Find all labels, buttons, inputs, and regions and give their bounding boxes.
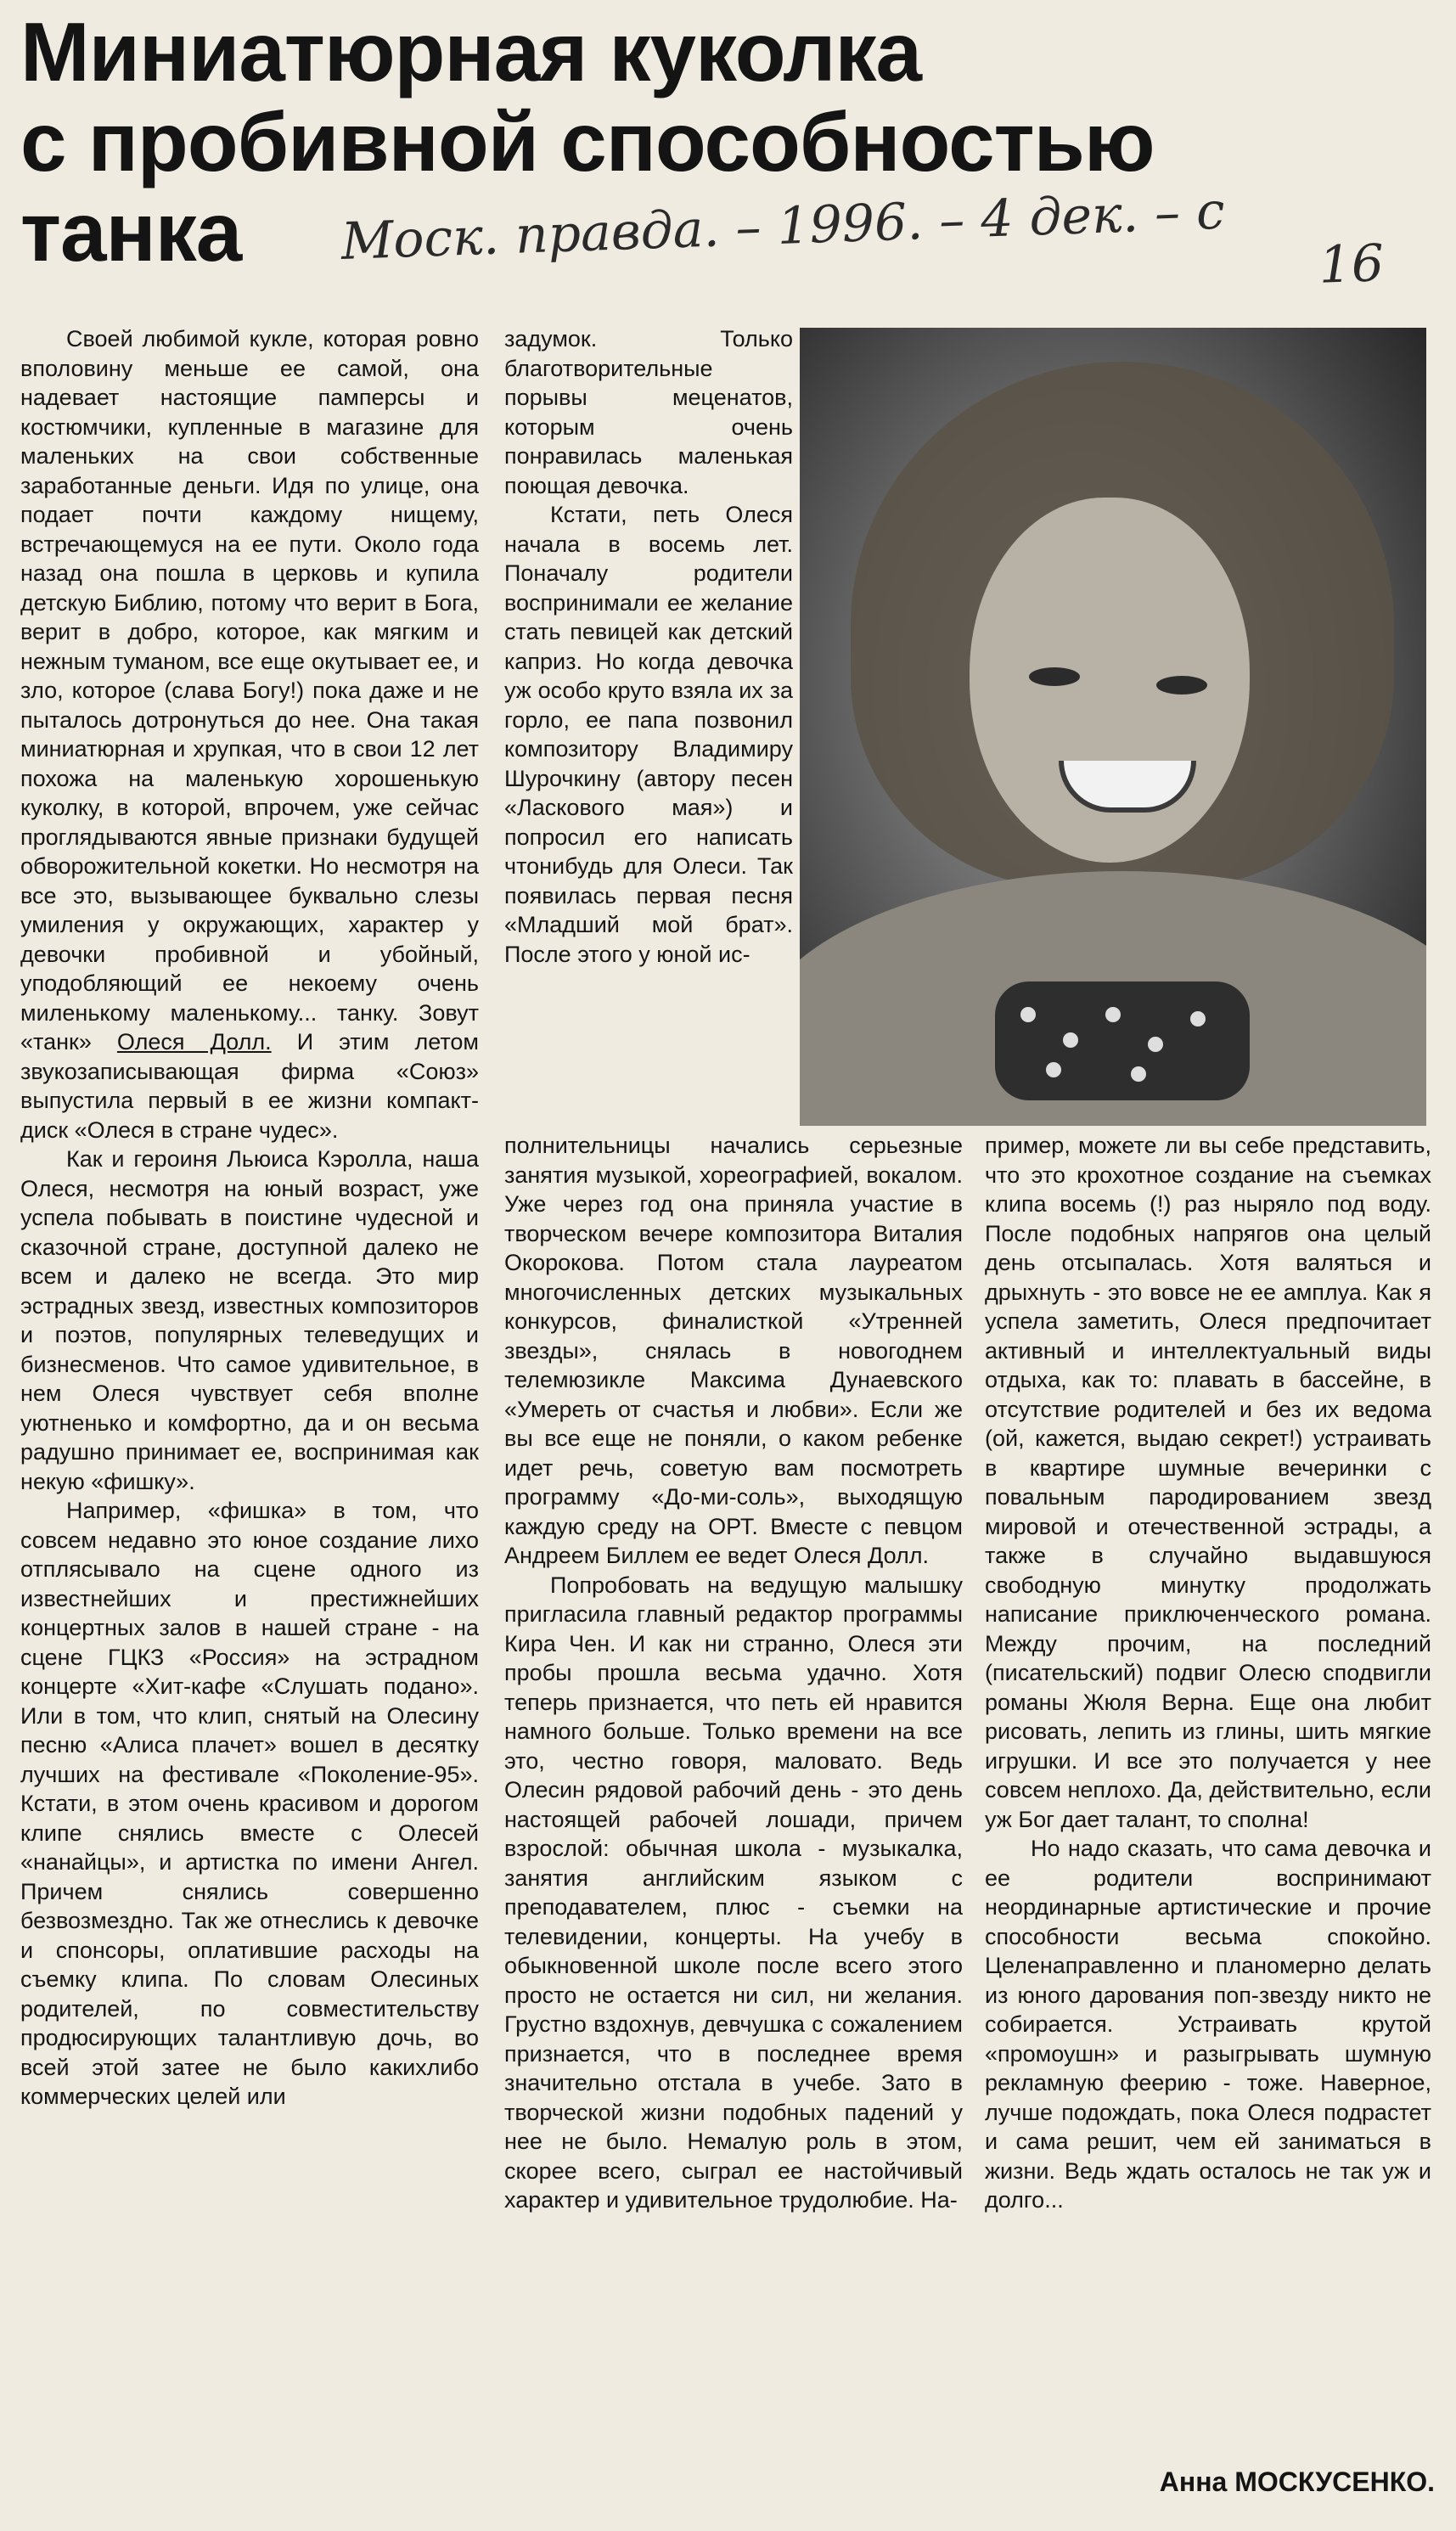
author-last-name: МОСКУСЕНКО. (1234, 2466, 1435, 2497)
handwritten-note-line-1: Моск. правда. – 1996. – 4 дек. – с (340, 181, 1226, 272)
name-underlined: Олеся Долл. (116, 1029, 272, 1055)
paragraph: Кстати, петь Олеся начала в восемь лет. Поначалу родители воспринимали ее желание стать певицей как детский каприз. Но когда девочка уж особо круто взяла их за горло, ее папа позвонил композитору Владимиру Шурочкину (автору песен «Ласкового мая») и попросил его написать чтонибудь для Олеси. Так появилась первая песня «Младший мой брат». После этого у юной ис- (504, 502, 793, 967)
headline-line-1: Миниатюрная куколка (20, 5, 922, 98)
headline-line-2: с пробивной способностью (20, 95, 1155, 188)
article-column-1 (20, 324, 479, 2498)
author-first-name: Анна (1159, 2466, 1228, 2497)
handwritten-note-page-number: 16 (1318, 233, 1386, 295)
paragraph: пример, можете ли вы себе представить, что это крохотное создание на съемках клипа восемь (!) раз ныряло под воду. После подобных напрягов она целый день отсыпалась. Хотя валяться и дрыхнуть - это вовсе не ее амплуа. Как я успела заметить, Олеся предпочитает активный и интеллектуальный виды отдыха, как то: плавать в бассейне, в отсутствие родителей и без их ведома (ой, кажется, выдаю секрет!) устраивать в квартире шумные вечеринки с повальным пародированием звезд мировой и отечественной эстрады, а также в случайно выдавшуюся свободную минутку продолжать написание приключенческого романа. Между прочим, на последний (писательский) подвиг Олесю сподвигли романы Жюля Верна. Еще она любит рисовать, лепить из глины, шить мягкие игрушки. И все это получается у нее совсем неплохо. Да, действительно, если уж Бог дает талант, то сполна! (985, 1133, 1431, 1832)
headline-line-3: танка (20, 185, 242, 278)
paragraph: Попробовать на ведущую малышку пригласила главный редактор программы Кира Чен. И как ни странно, Олеся эти пробы прошла весьма удачно. Хотя теперь признается, что петь ей нравится намного больше. Только времени на все это, честно говоря, маловато. Ведь Олесин рядовой рабочий день - это день настоящей рабочей лошади, причем взрослой: обычная школа - музыкалка, занятия английским языком с преподавателем, плюс - съемки на телевидении, концерты. На учебу в обыкновенной школе после всего этого просто не остается ни сил, ни желания. Грустно вздохнув, девчушка с сожалением признается, что в последнее время значительно отстала в учебе. Зато в творческой жизни подобных падений у нее не было. Немалую роль в этом, скорее всего, сыграл ее настойчивый характер и удивительное трудолюбие. На- (504, 1572, 963, 2213)
paragraph: полнительницы начались серьезные занятия музыкой, хореографией, вокалом. Уже через год она приняла участие в творческом вечере композитора Виталия Окорокова. Потом стала лауреатом многочисленных детских музыкальных конкурсов, финалисткой «Утренней звезды», снялась в новогоднем телемюзикле Максима Дунаевского «Умереть от счастья и любви». Если же вы все еще не поняли, о каком ребенке идет речь, советую вам посмотреть программу «До-ми-соль», выходящую каждую среду на ОРТ. Вместе с певцом Андреем Биллем ее ведет Олеся Долл. (504, 1133, 963, 1568)
article-column-2-top (504, 324, 793, 1128)
author-byline (1087, 2466, 1435, 2498)
paragraph: Как и героиня Льюиса Кэролла, наша Олеся, несмотря на юный возраст, уже успела побывать в поистине чудесной и сказочной стране, доступной далеко не всем и далеко не всегда. Это мир эстрадных звезд, известных композиторов и поэтов, популярных телеведущих и бизнесменов. Что самое удивительное, в нем Олеся чувствует себя вполне уютненько и комфортно, да и он весьма радушно принимает ее, воспринимая как некую «фишку». (20, 1146, 479, 1494)
article-column-3 (985, 1131, 1431, 2455)
paragraph: Но надо сказать, что сама девочка и ее родители воспринимают неординарные артистические и прочие способности весьма спокойно. Целенаправленно и планомерно делать из юного дарования поп-звезду никто не собирается. Устраивать крутой «промоушн» и разыгрывать шумную рекламную феерию - тоже. Наверное, лучше подождать, пока Олеся подрастет и сама решит, чем ей заниматься в жизни. Ведь ждать осталось не так уж и долго... (985, 1836, 1431, 2213)
paragraph: Например, «фишка» в том, что совсем недавно это юное создание лихо отплясывало на сцене одного из известнейших и престижнейших концертных залов в нашей стране - на сцене ГЦКЗ «Россия» на эстрадном концерте «Хит-кафе «Слушать подано». Или в том, что клип, снятый на Олесину песню «Алиса плачет» вошел в десятку лучших на фестивале «Поколение-95». Кстати, в этом очень красивом и дорогом клипе снялись вместе с Олесей «нанайцы», и артистка по имени Ангел. Причем снялись совершенно безвозмездно. Так же отнеслись к девочке и спонсоры, оплатившие расходы на съемку клипа. По словам Олесиных родителей, по совместительству продюсирующих талантливую дочь, во всей этой затее не было какихлибо коммерческих целей или (20, 1498, 479, 2109)
article-column-2 (504, 1131, 963, 2500)
paragraph: задумок. Только благотворительные порывы меценатов, которым очень понравилась маленькая поющая девочка. (504, 326, 793, 498)
portrait-photo (800, 328, 1426, 1126)
paragraph: Своей любимой кукле, которая ровно вполовину меньше ее самой, она надевает настоящие памперсы и костюмчики, купленные в магазине для маленьких на свои собственные заработанные деньги. Идя по улице, она подает почти каждому нищему, встречающемуся на ее пути. Около года назад она пошла в церковь и купила детскую Библию, потому что верит в Бога, верит в добро, которое, как мягким и нежным туманом, все еще окутывает ее, и зло, которое (слава Богу!) пока даже и не пыталось дотронуться до нее. Она такая миниатюрная и хрупкая, что в свои 12 лет похожа на маленькую хорошенькую куколку, в которой, впрочем, уже сейчас проглядываются явные признаки будущей обворожительной кокетки. Но несмотря на все это, вызывающее буквально слезы умиления у окружающих, характер у девочки пробивной и убойный, уподобляющий ее некоему очень миленькому маленькому... танку. Зовут «танк» Олеся Долл. И этим летом звукозаписывающая фирма «Союз» выпустила первый в ее жизни компакт-диск «Олеся в стране чудес». (20, 326, 479, 1143)
